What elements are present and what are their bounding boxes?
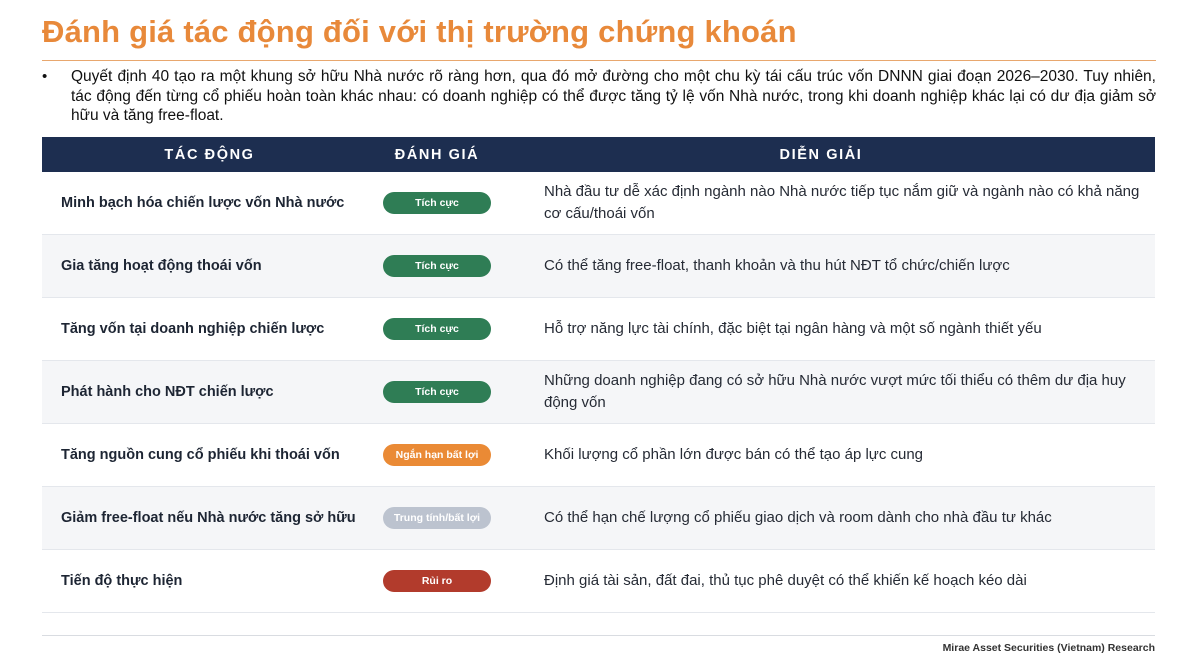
impact-cell: Phát hành cho NĐT chiến lược [61, 384, 274, 400]
rating-badge: Ngắn hạn bất lợi [383, 444, 491, 466]
explanation-cell: Có thể hạn chế lượng cổ phiếu giao dịch và room dành cho nhà đầu tư khác [544, 509, 1052, 526]
title-divider [42, 60, 1156, 61]
table-row [42, 361, 1155, 424]
rating-badge: Tích cực [383, 381, 491, 403]
header-explanation: DIỄN GIẢI [779, 146, 863, 163]
impact-cell: Tiến độ thực hiện [61, 573, 183, 589]
explanation-cell: Nhà đầu tư dễ xác định ngành nào Nhà nước tiếp tục nắm giữ và ngành nào có khả năng cơ cấu/thoái vốn [544, 183, 1140, 222]
table-row [42, 172, 1155, 235]
impact-cell: Giảm free-float nếu Nhà nước tăng sở hữu [61, 510, 356, 526]
rating-badge: Tích cực [383, 255, 491, 277]
impact-table [42, 137, 1155, 613]
impact-cell: Tăng nguồn cung cổ phiếu khi thoái vốn [61, 447, 340, 463]
source-note: Mirae Asset Securities (Vietnam) Research [942, 642, 1155, 654]
intro-paragraph [42, 67, 1156, 126]
rating-badge: Rủi ro [383, 570, 491, 592]
impact-cell: Tăng vốn tại doanh nghiệp chiến lược [61, 321, 325, 337]
header-rating: ĐÁNH GIÁ [394, 146, 480, 163]
rating-badge: Tích cực [383, 192, 491, 214]
rating-badge: Trung tính/bất lợi [383, 507, 491, 529]
table-header [42, 137, 1155, 172]
impact-cell: Minh bạch hóa chiến lược vốn Nhà nước [61, 195, 345, 211]
header-impact: TÁC ĐỘNG [164, 146, 255, 163]
table-row [42, 424, 1155, 487]
page-title: Đánh giá tác động đối với thị trường chứng khoán [42, 14, 797, 49]
table-row [42, 550, 1155, 613]
footer-divider [42, 635, 1155, 636]
table-row [42, 235, 1155, 298]
explanation-cell: Những doanh nghiệp đang có sở hữu Nhà nước vượt mức tối thiểu có thêm dư địa huy động vốn [544, 372, 1126, 411]
intro-text: Quyết định 40 tạo ra một khung sở hữu Nhà nước rõ ràng hơn, qua đó mở đường cho một chu kỳ tái cấu trúc vốn DNNN giai đoạn 2026–2030. Tuy nhiên, tác động đến từng cổ phiếu hoàn toàn khác nhau: có doanh nghiệp có thể được tăng tỷ lệ vốn Nhà nước, trong khi doanh nghiệp khác lại có dư địa giảm sở hữu và tăng free-float. [71, 68, 1156, 124]
impact-cell: Gia tăng hoạt động thoái vốn [61, 258, 262, 274]
explanation-cell: Khối lượng cổ phần lớn được bán có thể tạo áp lực cung [544, 446, 924, 463]
explanation-cell: Hỗ trợ năng lực tài chính, đặc biệt tại ngân hàng và một số ngành thiết yếu [544, 320, 1042, 337]
explanation-cell: Có thể tăng free-float, thanh khoản và thu hút NĐT tổ chức/chiến lược [544, 257, 1010, 274]
table-row [42, 298, 1155, 361]
rating-badge: Tích cực [383, 318, 491, 340]
explanation-cell: Định giá tài sản, đất đai, thủ tục phê duyệt có thể khiến kế hoạch kéo dài [544, 572, 1027, 589]
table-row [42, 487, 1155, 550]
bullet-icon: • [42, 68, 48, 85]
